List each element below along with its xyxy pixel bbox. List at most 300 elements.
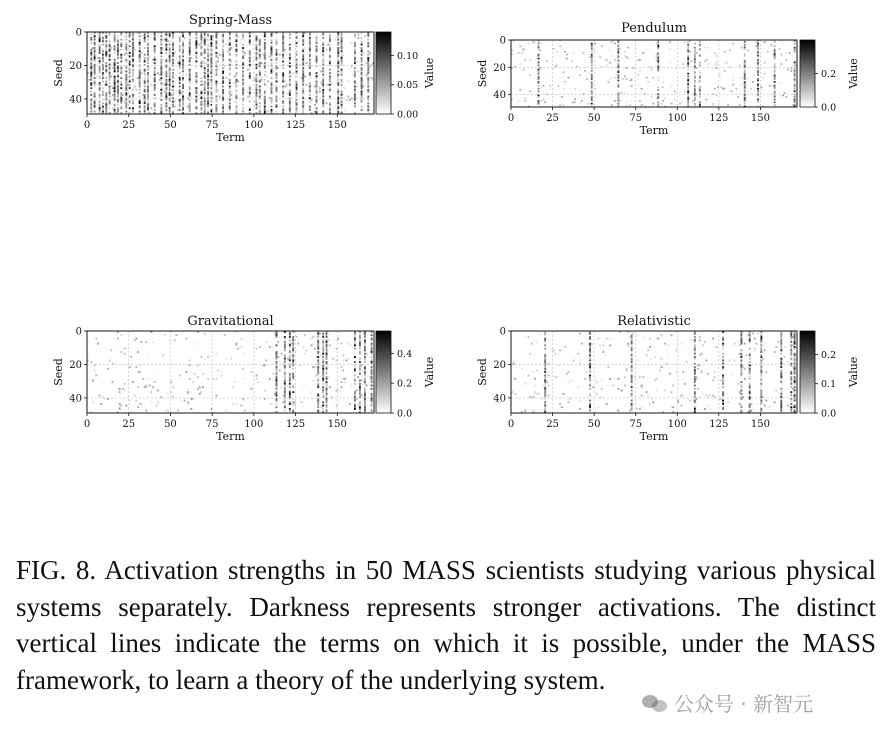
colorbar-tick-label: 0.4 [397,348,413,360]
heatmap-cell [769,406,771,408]
heatmap-cell [112,381,114,383]
heatmap-cell [361,54,363,56]
heatmap-cell [694,339,696,341]
heatmap-cell [774,104,776,106]
heatmap-cell [117,84,119,86]
heatmap-cell [732,43,734,45]
heatmap-cell [571,61,573,63]
heatmap-cell [744,84,746,86]
heatmap-cell [309,55,311,57]
heatmap-cell [529,74,531,76]
colorbar-tick-label: 0.0 [397,408,413,420]
heatmap-cell [256,84,258,86]
heatmap-cell [210,50,212,52]
heatmap-cell [737,383,739,385]
heatmap-cell [179,106,181,108]
heatmap-cell [289,47,291,49]
heatmap-cell [354,333,356,335]
heatmap-cell [329,62,331,64]
heatmap-cell [276,39,278,41]
heatmap-cell [740,353,742,355]
heatmap-cell [99,72,101,74]
heatmap-cell [109,45,111,47]
heatmap-cell [554,353,556,355]
heatmap-cell [760,373,762,375]
heatmap-cell [749,396,751,398]
plot-area [511,331,797,413]
heatmap-cell [316,62,318,64]
heatmap-cell [259,346,261,348]
heatmap-cell [137,371,139,373]
heatmap-cell [531,343,533,345]
heatmap-cell [316,40,318,42]
heatmap-cell [364,366,366,368]
heatmap-cell [316,45,318,47]
heatmap-cell [242,378,244,380]
heatmap-cell [309,86,311,88]
heatmap-cell [609,62,611,64]
heatmap-cell [195,72,197,74]
heatmap-cell [195,96,197,98]
heatmap-cell [109,101,111,103]
heatmap-cell [529,353,531,355]
heatmap-cell [189,364,191,366]
heatmap-cell [354,59,356,61]
heatmap-cell [109,359,111,361]
heatmap-cell [371,403,373,405]
heatmap-cell [364,361,366,363]
heatmap-cell [364,380,366,382]
heatmap-cell [669,41,671,43]
heatmap-cell [241,42,243,44]
heatmap-cell [696,376,698,378]
heatmap-cell [165,72,167,74]
heatmap-cell [160,42,162,44]
heatmap-cell [159,74,161,76]
heatmap-cell [617,410,619,412]
heatmap-cell [276,403,278,405]
heatmap-cell [125,111,127,113]
heatmap-cell [90,87,92,89]
heatmap-cell [94,106,96,108]
heatmap-cell [744,70,746,72]
heatmap-cell [249,107,251,109]
heatmap-cell [147,62,149,64]
heatmap-cell [155,405,157,407]
heatmap-cell [359,339,361,341]
heatmap-cell [289,363,291,365]
heatmap-cell [132,44,134,46]
heatmap-cell [99,87,101,89]
heatmap-cell [144,89,146,91]
heatmap-cell [122,388,124,390]
heatmap-cell [264,102,266,104]
heatmap-cell [528,375,530,377]
heatmap-cell [794,100,796,102]
heatmap-cell [544,371,546,373]
heatmap-cell [289,101,291,103]
heatmap-cell [765,400,767,402]
heatmap-cell [154,81,156,83]
heatmap-cell [546,61,548,63]
heatmap-cell [276,89,278,91]
heatmap-cell [744,74,746,76]
heatmap-cell [681,102,683,104]
heatmap-cell [179,92,181,94]
heatmap-cell [256,81,258,83]
heatmap-cell [342,354,344,356]
heatmap-cell [109,107,111,109]
heatmap-cell [322,405,324,407]
heatmap-cell [371,349,373,351]
heatmap-cell [617,84,619,86]
heatmap-cell [749,390,751,392]
heatmap-cell [180,92,182,94]
heatmap-cell [656,43,658,45]
heatmap-cell [322,383,324,385]
y-tick-label: 0 [75,27,82,39]
heatmap-cell [259,91,261,93]
heatmap-cell [94,50,96,52]
heatmap-cell [257,381,259,383]
heatmap-cell [137,386,139,388]
heatmap-cell [757,63,759,65]
heatmap-cell [329,64,331,66]
heatmap-cell [225,358,227,360]
heatmap-cell [745,369,747,371]
heatmap-cell [322,74,324,76]
heatmap-cell [591,54,593,56]
heatmap-cell [289,408,291,410]
heatmap-cell [205,104,207,106]
heatmap-cell [236,91,238,93]
heatmap-cell [182,45,184,47]
heatmap-cell [757,44,759,46]
heatmap-cell [694,380,696,382]
heatmap-cell [556,51,558,53]
heatmap-cell [99,96,101,98]
heatmap-cell [794,406,796,408]
heatmap-cell [589,358,591,360]
heatmap-cell [165,82,167,84]
heatmap-cell [242,55,244,57]
heatmap-cell [282,42,284,44]
heatmap-cell [541,100,543,102]
heatmap-cell [120,45,122,47]
heatmap-cell [207,44,209,46]
heatmap-cell [242,72,244,74]
heatmap-cell [780,343,782,345]
heatmap-cell [354,91,356,93]
heatmap-cell [722,401,724,403]
heatmap-cell [207,34,209,36]
heatmap-cell [234,82,236,84]
heatmap-cell [657,44,659,46]
heatmap-cell [602,344,604,346]
heatmap-cell [172,102,174,104]
heatmap-cell [132,40,134,42]
heatmap-cell [242,92,244,94]
heatmap-cell [739,104,741,106]
heatmap-cell [302,102,304,104]
heatmap-cell [125,39,127,41]
heatmap-cell [195,101,197,103]
heatmap-cell [224,334,226,336]
heatmap-cell [200,102,202,104]
y-tick-label: 20 [69,60,82,72]
heatmap-cell [94,70,96,72]
x-tick-label: 25 [122,419,136,430]
colorbar [800,331,815,413]
heatmap-cell [132,81,134,83]
heatmap-cell [89,79,91,81]
heatmap-cell [117,94,119,96]
heatmap-cell [357,403,359,405]
heatmap-cell [242,76,244,78]
heatmap-cell [322,111,324,113]
heatmap-cell [117,82,119,84]
heatmap-cell [94,92,96,94]
heatmap-cell [790,348,792,350]
heatmap-cell [543,99,545,101]
heatmap-cell [289,65,291,67]
heatmap-cell [249,76,251,78]
heatmap-cell [204,87,206,89]
heatmap-cell [627,47,629,49]
heatmap-cell [740,349,742,351]
heatmap-cell [195,42,197,44]
heatmap-cell [229,39,231,41]
heatmap-cell [740,47,742,49]
heatmap-cell [267,81,269,83]
heatmap-cell [199,44,201,46]
heatmap-cell [217,60,219,62]
heatmap-cell [256,79,258,81]
heatmap-cell [617,44,619,46]
heatmap-cell [739,391,741,393]
heatmap-cell [631,395,633,397]
heatmap-cell [117,92,119,94]
heatmap-cell [329,44,331,46]
heatmap-cell [740,368,742,370]
heatmap-cell [317,351,319,353]
heatmap-cell [137,77,139,79]
heatmap-cell [114,69,116,71]
heatmap-cell [215,40,217,42]
heatmap-cell [114,45,116,47]
heatmap-cell [354,395,356,397]
heatmap-cell [749,364,751,366]
heatmap-cell [790,351,792,353]
heatmap-cell [276,391,278,393]
heatmap-cell [95,338,97,340]
heatmap-cell [687,59,689,61]
heatmap-cell [322,395,324,397]
heatmap-cell [242,44,244,46]
heatmap-cell [125,49,127,51]
heatmap-cell [631,376,633,378]
heatmap-cell [229,74,231,76]
colorbar-tick-label: 0.2 [397,378,413,390]
heatmap-cell [792,336,794,338]
heatmap-cell [195,106,197,108]
heatmap-cell [341,47,343,49]
heatmap-cell [160,107,162,109]
heatmap-cell [371,373,373,375]
heatmap-cell [326,353,328,355]
heatmap-cell [236,94,238,96]
heatmap-cell [139,92,141,94]
heatmap-cell [790,406,792,408]
heatmap-cell [147,76,149,78]
heatmap-cell [107,76,109,78]
heatmap-cell [127,54,129,56]
heatmap-cell [564,81,566,83]
heatmap-cell [538,76,540,78]
heatmap-cell [172,42,174,44]
heatmap-cell [109,77,111,79]
heatmap-cell [160,55,162,57]
heatmap-cell [591,76,593,78]
heatmap-cell [317,371,319,373]
heatmap-cell [371,388,373,390]
heatmap-cell [282,60,284,62]
heatmap-cell [264,101,266,103]
heatmap-cell [282,94,284,96]
heatmap-cell [174,50,176,52]
heatmap-cell [534,378,536,380]
heatmap-cell [99,82,101,84]
heatmap-cell [256,35,258,37]
heatmap-cell [734,359,736,361]
heatmap-cell [790,403,792,405]
heatmap-cell [631,359,633,361]
heatmap-cell [774,351,776,353]
heatmap-cell [589,403,591,405]
heatmap-cell [302,77,304,79]
heatmap-cell [222,35,224,37]
heatmap-cell [222,39,224,41]
heatmap-cell [721,380,723,382]
heatmap-cell [160,47,162,49]
heatmap-cell [102,50,104,52]
heatmap-cell [244,39,246,41]
heatmap-cell [242,37,244,39]
heatmap-cell [371,395,373,397]
heatmap-cell [354,348,356,350]
heatmap-cell [200,37,202,39]
heatmap-cell [144,39,146,41]
heatmap-cell [322,84,324,86]
heatmap-cell [236,96,238,98]
heatmap-cell [364,349,366,351]
heatmap-cell [102,77,104,79]
heatmap-cell [204,89,206,91]
heatmap-cell [322,378,324,380]
heatmap-cell [105,50,107,52]
heatmap-cell [556,43,558,45]
heatmap-cell [622,78,624,80]
heatmap-cell [264,54,266,56]
heatmap-cell [371,359,373,361]
heatmap-cell [172,69,174,71]
heatmap-cell [164,334,166,336]
heatmap-cell [160,52,162,54]
heatmap-cell [757,55,759,57]
heatmap-cell [165,81,167,83]
heatmap-cell [272,373,274,375]
heatmap-cell [780,378,782,380]
heatmap-cell [259,45,261,47]
heatmap-cell [785,96,787,98]
heatmap-cell [204,91,206,93]
heatmap-cell [794,70,796,72]
heatmap-cell [99,84,101,86]
heatmap-cell [120,92,122,94]
heatmap-cell [160,89,162,91]
y-axis-label: Seed [52,59,65,87]
heatmap-cell [120,72,122,74]
heatmap-cell [120,107,122,109]
heatmap-cell [357,70,359,72]
heatmap-cell [316,77,318,79]
heatmap-cell [187,401,189,403]
heatmap-cell [774,92,776,94]
heatmap-cell [631,406,633,408]
heatmap-cell [154,89,156,91]
heatmap-cell [712,103,714,105]
heatmap-cell [359,358,361,360]
heatmap-cell [215,74,217,76]
heatmap-cell [740,366,742,368]
heatmap-cell [99,67,101,69]
heatmap-cell [175,334,177,336]
heatmap-cell [649,403,651,405]
heatmap-cell [282,47,284,49]
heatmap-cell [105,102,107,104]
heatmap-cell [236,109,238,111]
heatmap-cell [179,49,181,51]
heatmap-cell [317,406,319,408]
heatmap-cell [544,356,546,358]
heatmap-cell [236,86,238,88]
heatmap-cell [284,86,286,88]
heatmap-cell [105,109,107,111]
heatmap-cell [757,91,759,93]
heatmap-cell [322,104,324,106]
heatmap-cell [169,50,171,52]
heatmap-cell [694,391,696,393]
heatmap-cell [326,102,328,104]
heatmap-cell [284,366,286,368]
heatmap-cell [317,334,319,336]
heatmap-cell [90,84,92,86]
heatmap-cell [596,393,598,395]
heatmap-cell [154,381,156,383]
heatmap-cell [189,96,191,98]
heatmap-cell [354,339,356,341]
heatmap-cell [744,91,746,93]
heatmap-cell [236,49,238,51]
heatmap-cell [132,35,134,37]
heatmap-cell [289,55,291,57]
heatmap-cell [317,341,319,343]
heatmap-cell [301,77,303,79]
heatmap-cell [563,88,565,90]
heatmap-cell [309,109,311,111]
heatmap-cell [306,349,308,351]
heatmap-cell [558,353,560,355]
